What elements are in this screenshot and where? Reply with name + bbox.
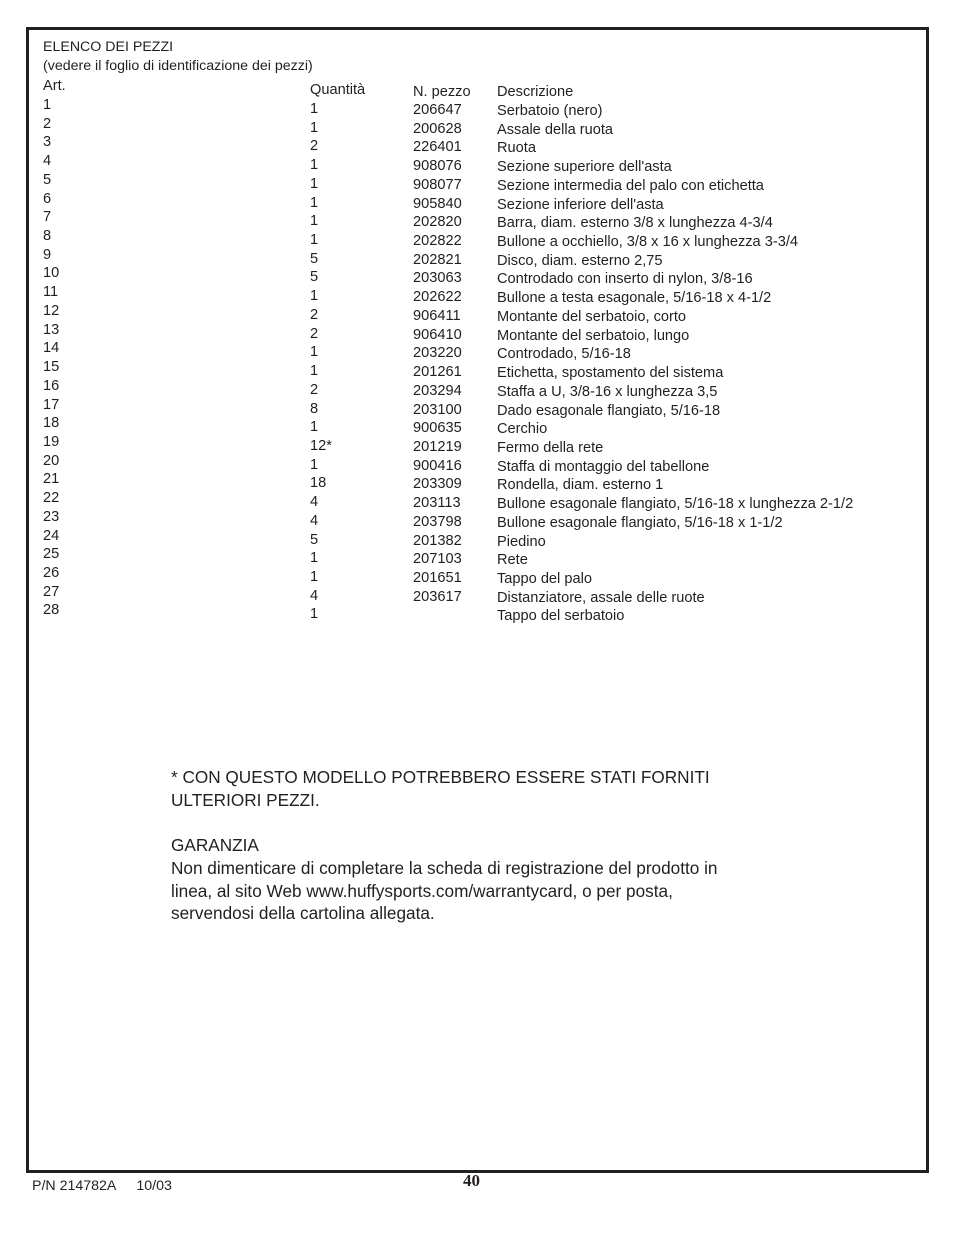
quantity-value: 8 bbox=[310, 400, 319, 417]
part-number: 906410 bbox=[413, 326, 462, 343]
item-number: 12 bbox=[43, 302, 60, 319]
quantity-value: 5 bbox=[310, 531, 319, 548]
part-number: 203100 bbox=[413, 401, 462, 418]
part-description: Bullone a occhiello, 3/8 x 16 x lunghezza 3-3/4 bbox=[497, 234, 798, 251]
quantity-value: 4 bbox=[310, 587, 319, 604]
item-number: 18 bbox=[43, 415, 60, 432]
part-number: 908076 bbox=[413, 158, 462, 175]
item-number: 4 bbox=[43, 153, 52, 170]
part-number: 201261 bbox=[413, 364, 462, 381]
part-number: 203294 bbox=[413, 382, 462, 399]
quantity-column-header: Quantità bbox=[310, 82, 366, 98]
part-description: Barra, diam. esterno 3/8 x lunghezza 4-3/4 bbox=[497, 215, 773, 232]
quantity-value: 1 bbox=[310, 550, 319, 567]
item-number: 21 bbox=[43, 471, 60, 488]
item-number: 26 bbox=[43, 564, 60, 581]
quantity-column bbox=[310, 100, 332, 624]
part-description: Staffa a U, 3/8-16 x lunghezza 3,5 bbox=[497, 383, 718, 400]
part-number: 900635 bbox=[413, 420, 462, 437]
item-number: 3 bbox=[43, 134, 52, 151]
quantity-value: 5 bbox=[310, 269, 319, 286]
part-number: 207103 bbox=[413, 551, 462, 568]
page-number: 40 bbox=[463, 1171, 480, 1190]
item-number: 23 bbox=[43, 508, 60, 525]
part-description: Montante del serbatoio, corto bbox=[497, 308, 687, 325]
quantity-value: 1 bbox=[310, 101, 319, 117]
part-number: 203309 bbox=[413, 476, 462, 493]
part-description: Bullone esagonale flangiato, 5/16-18 x lunghezza 2-1/2 bbox=[497, 496, 854, 513]
part-number: 200628 bbox=[413, 120, 462, 137]
part-number: 905840 bbox=[413, 195, 462, 212]
part-description: Piedino bbox=[497, 533, 546, 550]
quantity-value: 1 bbox=[310, 363, 319, 380]
item-number: 25 bbox=[43, 546, 60, 563]
part-description: Sezione inferiore dell'asta bbox=[497, 196, 664, 213]
quantity-value: 2 bbox=[310, 325, 319, 342]
quantity-value: 2 bbox=[310, 138, 319, 155]
item-number: 5 bbox=[43, 171, 52, 188]
quantity-value: 2 bbox=[310, 381, 319, 398]
item-number: 2 bbox=[43, 115, 52, 132]
part-number: 203220 bbox=[413, 345, 462, 362]
part-number: 202820 bbox=[413, 214, 462, 231]
part-description: Sezione superiore dell'asta bbox=[497, 159, 672, 176]
quantity-value: 1 bbox=[310, 157, 319, 174]
item-number: 9 bbox=[43, 246, 52, 263]
quantity-value: 1 bbox=[310, 344, 319, 361]
part-description: Bullone a testa esagonale, 5/16-18 x 4-1/2 bbox=[497, 290, 772, 307]
part-number: 201651 bbox=[413, 569, 462, 586]
part-description: Sezione intermedia del palo con etichetta bbox=[497, 177, 764, 194]
part-description: Tappo del palo bbox=[497, 570, 592, 587]
notes-section bbox=[171, 766, 731, 925]
item-number: 27 bbox=[43, 583, 60, 600]
part-number: 906411 bbox=[413, 307, 461, 324]
description-column-header: Descrizione bbox=[497, 84, 574, 100]
part-number: 203113 bbox=[413, 495, 461, 512]
quantity-value: 1 bbox=[310, 194, 319, 211]
part-number: 202822 bbox=[413, 233, 462, 250]
warranty-heading: GARANZIA bbox=[171, 835, 259, 856]
warranty-text: Non dimenticare di completare la scheda di registrazione del prodotto in linea, al sito Web www.huffysports.com/warrantycard, o per posta, servendosi della cartolina allegata. bbox=[171, 857, 718, 924]
quantity-value: 1 bbox=[310, 213, 319, 230]
footer-part-number bbox=[32, 1178, 172, 1194]
quantity-value: 1 bbox=[310, 419, 319, 436]
part-number: 908077 bbox=[413, 176, 462, 193]
parts-list-subtitle: (vedere il foglio di identificazione dei pezzi) bbox=[43, 58, 313, 74]
part-number: 203063 bbox=[413, 270, 462, 287]
item-number: 24 bbox=[43, 527, 60, 544]
item-number: 6 bbox=[43, 190, 52, 207]
part-description: Staffa di montaggio del tabellone bbox=[497, 458, 710, 475]
quantity-value: 1 bbox=[310, 119, 319, 136]
part-description: Serbatoio (nero) bbox=[497, 103, 603, 119]
part-number: 203617 bbox=[413, 588, 462, 605]
quantity-value: 1 bbox=[310, 175, 319, 192]
part-description: Bullone esagonale flangiato, 5/16-18 x 1-1/2 bbox=[497, 514, 783, 531]
part-description: Controdado con inserto di nylon, 3/8-16 bbox=[497, 271, 753, 288]
quantity-value: 2 bbox=[310, 306, 319, 323]
item-number: 15 bbox=[43, 359, 60, 376]
item-number: 1 bbox=[43, 97, 52, 113]
quantity-value: 18 bbox=[310, 475, 327, 492]
item-number: 16 bbox=[43, 377, 60, 394]
item-number: 7 bbox=[43, 209, 52, 226]
part-description: Etichetta, spostamento del sistema bbox=[497, 365, 724, 382]
footer-pn-label: P/N 214782A bbox=[32, 1178, 117, 1194]
part-number: 206647 bbox=[413, 102, 462, 118]
item-number: 19 bbox=[43, 433, 60, 450]
part-number: 202622 bbox=[413, 289, 462, 306]
part-number: 203798 bbox=[413, 513, 462, 530]
part-number-column bbox=[413, 101, 462, 606]
item-number: 28 bbox=[43, 602, 60, 619]
part-description: Rete bbox=[497, 552, 528, 569]
part-number: 226401 bbox=[413, 139, 462, 156]
quantity-value: 1 bbox=[310, 606, 319, 623]
quantity-value: 1 bbox=[310, 456, 319, 473]
part-description: Tappo del serbatoio bbox=[497, 608, 625, 625]
item-number: 13 bbox=[43, 321, 60, 338]
item-number: 20 bbox=[43, 452, 60, 469]
part-description: Cerchio bbox=[497, 421, 548, 438]
item-column-header: Art. bbox=[43, 78, 66, 94]
footer-date: 10/03 bbox=[136, 1178, 172, 1194]
part-description: Dado esagonale flangiato, 5/16-18 bbox=[497, 402, 721, 419]
part-description: Assale della ruota bbox=[497, 121, 614, 138]
additional-parts-note: * CON QUESTO MODELLO POTREBBERO ESSERE STATI FORNITI ULTERIORI PEZZI. bbox=[171, 767, 710, 810]
part-description: Disco, diam. esterno 2,75 bbox=[497, 252, 663, 269]
quantity-value: 1 bbox=[310, 568, 319, 585]
item-number: 8 bbox=[43, 228, 52, 245]
part-description: Ruota bbox=[497, 140, 536, 157]
part-description: Controdado, 5/16-18 bbox=[497, 346, 631, 363]
part-description: Rondella, diam. esterno 1 bbox=[497, 477, 664, 494]
quantity-value: 5 bbox=[310, 250, 319, 267]
quantity-value: 1 bbox=[310, 288, 319, 305]
quantity-value: 12* bbox=[310, 437, 332, 454]
part-number: 201382 bbox=[413, 532, 462, 549]
part-number-column-header: N. pezzo bbox=[413, 84, 471, 100]
item-number: 17 bbox=[43, 396, 60, 413]
description-column bbox=[497, 102, 853, 626]
quantity-value: 4 bbox=[310, 512, 319, 529]
item-number: 22 bbox=[43, 490, 60, 507]
item-number: 14 bbox=[43, 340, 60, 357]
parts-list-title: ELENCO DEI PEZZI bbox=[43, 39, 174, 55]
part-number: 900416 bbox=[413, 457, 462, 474]
quantity-value: 4 bbox=[310, 494, 319, 511]
part-number: 201219 bbox=[413, 438, 462, 455]
part-description: Montante del serbatoio, lungo bbox=[497, 327, 690, 344]
part-description: Fermo della rete bbox=[497, 439, 604, 456]
item-number: 10 bbox=[43, 265, 60, 282]
part-description: Distanziatore, assale delle ruote bbox=[497, 589, 705, 606]
item-number-column bbox=[43, 96, 59, 620]
part-number: 202821 bbox=[413, 251, 462, 268]
quantity-value: 1 bbox=[310, 232, 319, 249]
item-number: 11 bbox=[43, 284, 59, 301]
